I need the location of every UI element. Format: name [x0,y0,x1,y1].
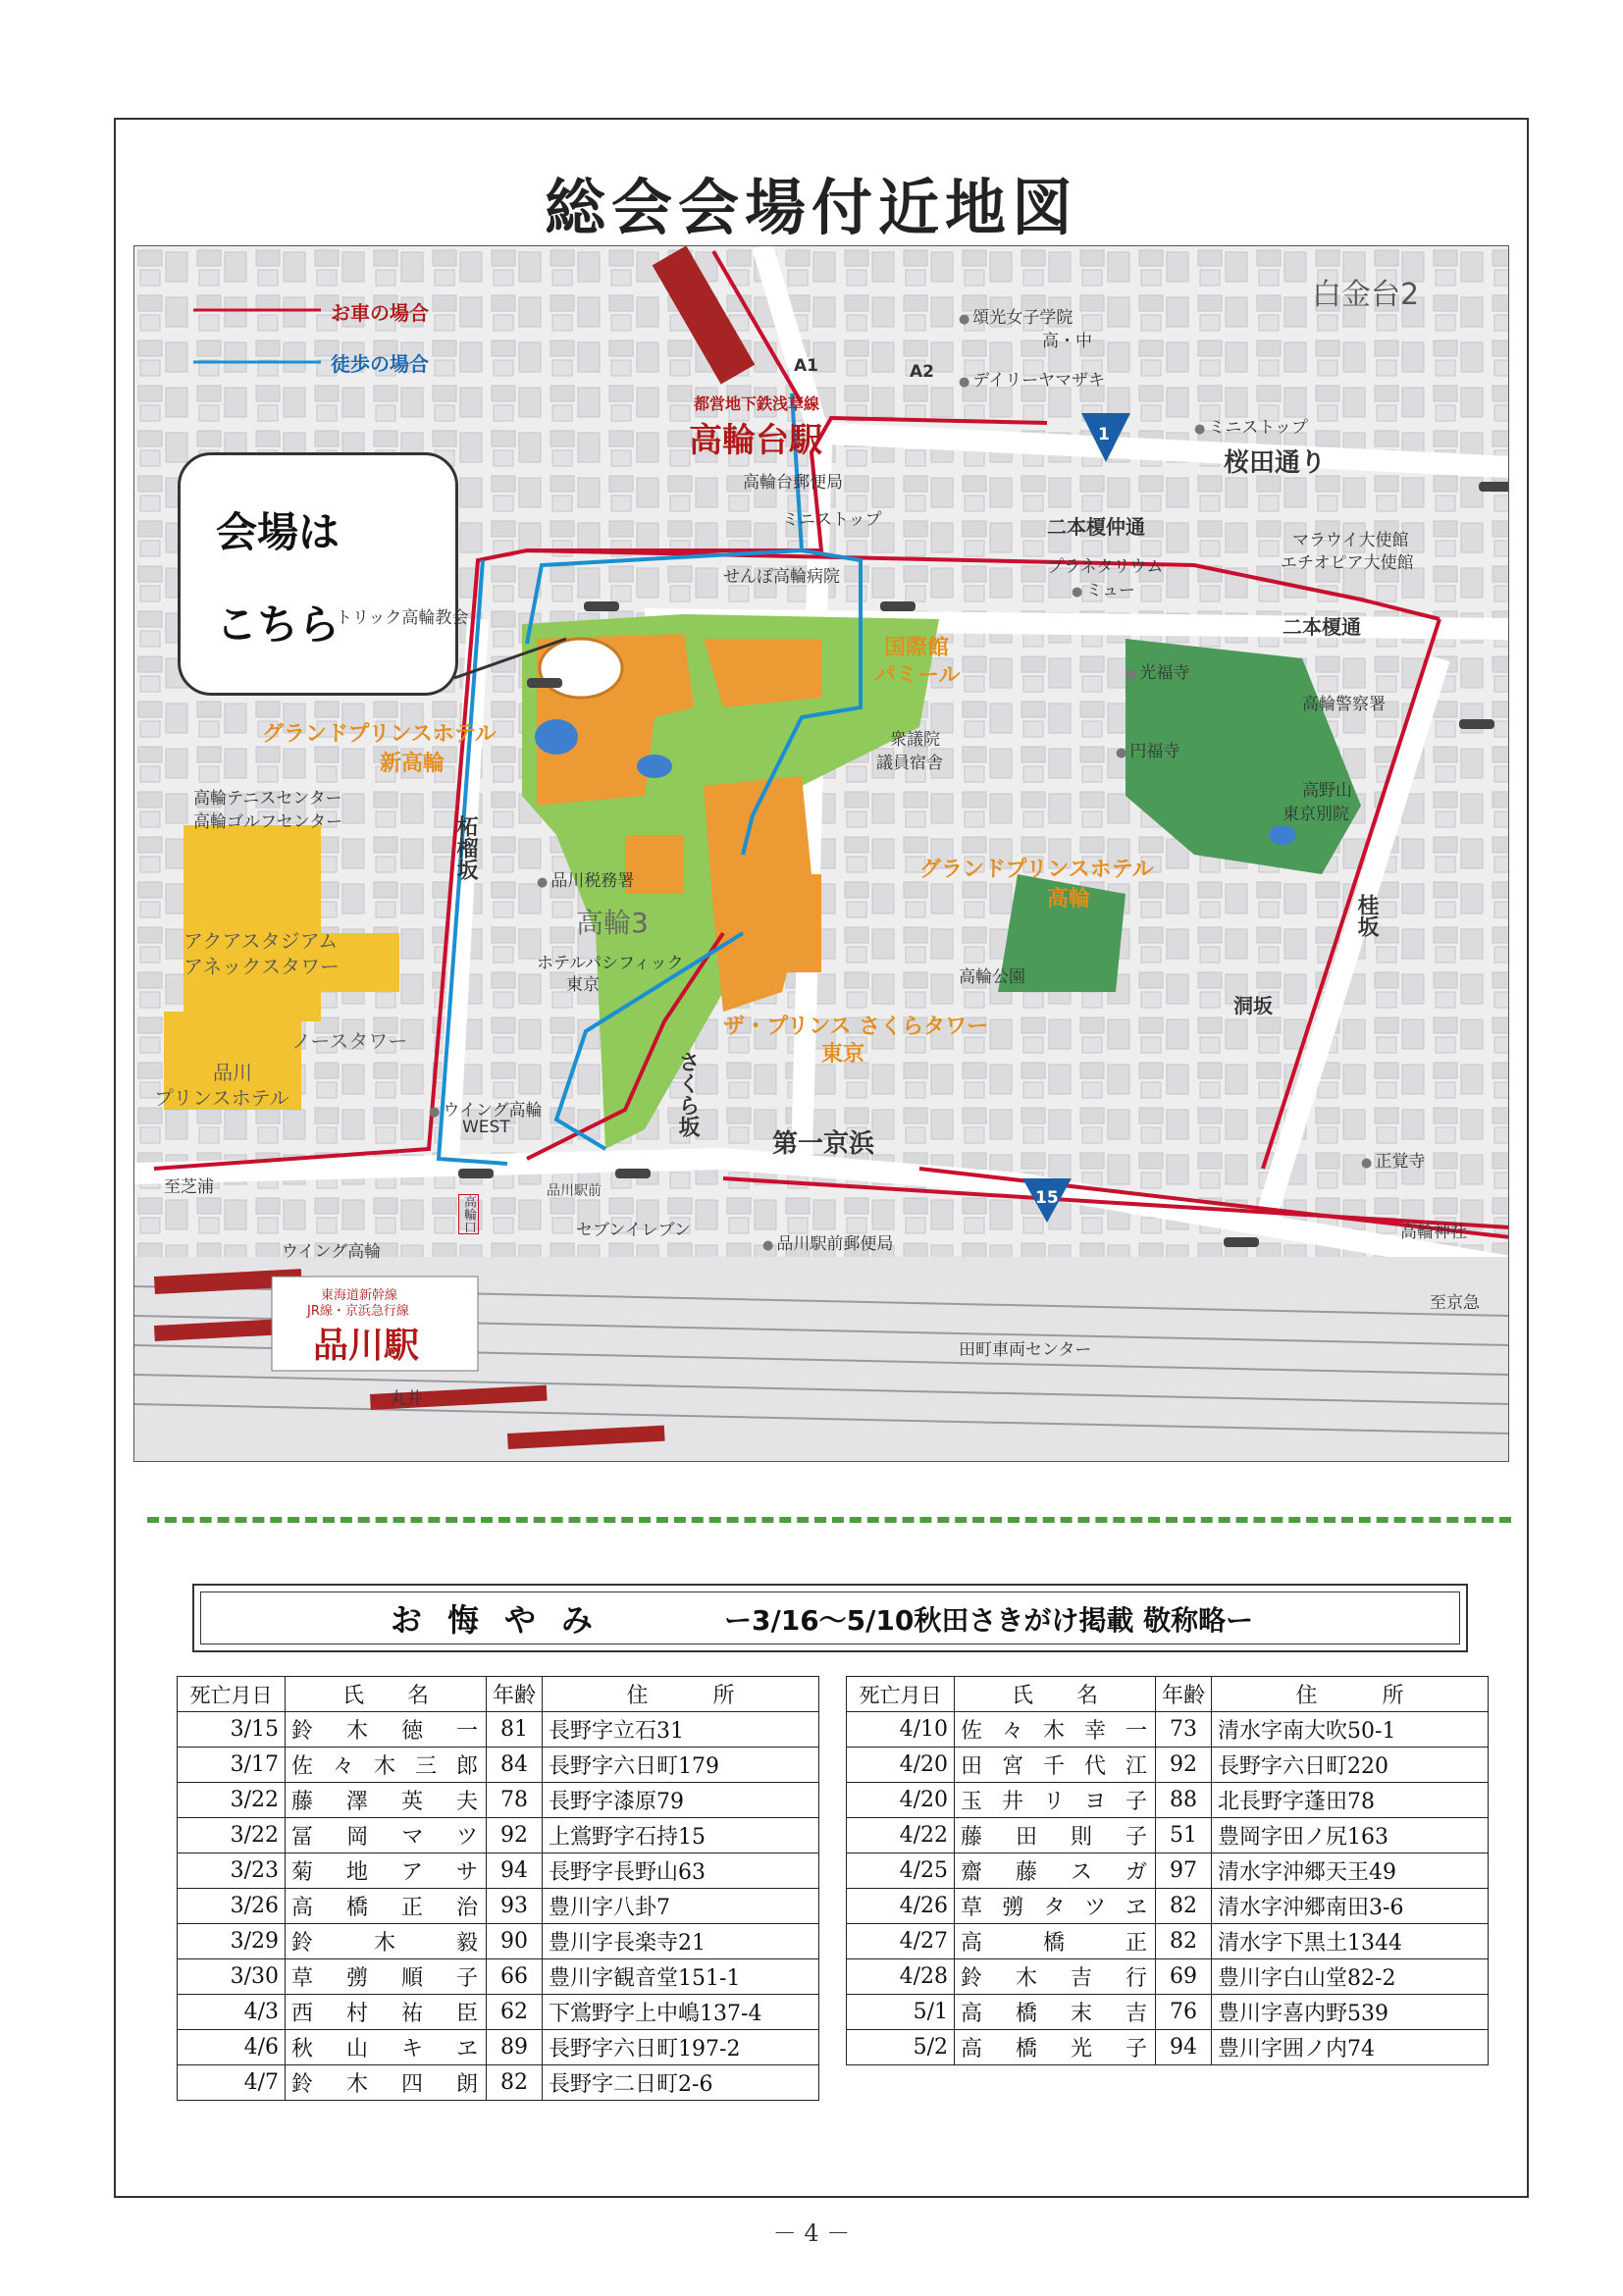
label-shugiin2: 議員宿舎 [876,754,943,773]
label-pamir: パミール [874,663,961,688]
label-katsurazaka: 桂坂 [1354,894,1379,937]
date-cell: 4/26 [847,1889,955,1924]
legend-walk-label: 徒歩の場合 [331,352,429,376]
address-cell: 豊川字八卦7 [543,1889,819,1924]
col-header-date: 死亡月日 [847,1677,955,1712]
label-enpukuji: ● 円福寺 [1116,737,1179,761]
label-station-sub2: JR線・京浜急行線 [307,1304,409,1319]
label-takanawadai-station: 高輪台駅 [689,421,822,460]
label-shp1: 品川 [213,1061,252,1084]
col-header-age: 年齢 [487,1677,543,1712]
age-cell: 94 [487,1853,543,1889]
address-cell: 長野字立石31 [543,1712,819,1748]
label-kojo-sub: 高・中 [1042,332,1092,351]
label-park: 高輪公園 [959,967,1025,987]
label-pacific1: ホテルパシフィック [537,954,684,973]
label-takanawa3: 高輪3 [576,907,649,939]
age-cell: 73 [1156,1712,1212,1748]
name-cell: 鈴木毅 [286,1924,487,1959]
name-cell: 冨岡マツ [286,1818,487,1853]
legend-car-label: お車の場合 [331,301,429,325]
table-row [847,1959,1489,1995]
label-gpn-shin2: 新高輪 [380,752,445,776]
table-row [178,2030,819,2065]
name-cell: 菊地アサ [286,1853,487,1889]
date-cell: 5/2 [847,2030,955,2065]
table-row [847,1818,1489,1853]
age-cell: 88 [1156,1783,1212,1818]
label-museum: ● ミュー [1072,576,1135,600]
table-row [178,1712,819,1748]
label-subway-line: 都営地下鉄浅草線 [694,394,820,413]
age-cell: 69 [1156,1959,1212,1995]
address-cell: 長野字六日町197-2 [543,2030,819,2065]
table-row [178,2065,819,2101]
table-row [847,1853,1489,1889]
label-nihonenoki-naka: 二本榎仲通 [1047,515,1145,539]
name-cell: 鈴木四朗 [286,2065,487,2101]
address-cell: 豊川字囲ノ内74 [1212,2030,1489,2065]
name-cell: 高橋正治 [286,1889,487,1924]
name-cell: 玉井リヨ子 [955,1783,1156,1818]
label-gph-t1: グランドプリンスホテル [919,858,1154,882]
label-keikyu: 至京急 [1430,1293,1480,1313]
table-row [178,1959,819,1995]
date-cell: 4/10 [847,1712,955,1748]
age-cell: 81 [487,1712,543,1748]
label-route15: 15 [1035,1188,1059,1208]
age-cell: 92 [1156,1748,1212,1783]
label-ethiopia: エチオピア大使館 [1281,553,1414,573]
label-police: 高輪警察署 [1302,695,1386,714]
label-daiichi: 第一京浜 [772,1129,875,1159]
obituary-title: お悔やみ [391,1601,619,1639]
date-cell: 3/30 [178,1959,286,1995]
age-cell: 82 [487,2065,543,2101]
table-row [847,1889,1489,1924]
name-cell: 高橋光子 [955,2030,1156,2065]
age-cell: 92 [487,1818,543,1853]
label-post2: ● 品川駅前郵便局 [762,1229,893,1254]
callout-line1: 会場は [216,508,340,556]
date-cell: 4/22 [847,1818,955,1853]
name-cell: 齋藤スガ [955,1853,1156,1889]
age-cell: 78 [487,1783,543,1818]
name-cell: 佐々木三郎 [286,1748,487,1783]
table-row [847,1924,1489,1959]
address-cell: 清水字下黒土1344 [1212,1924,1489,1959]
label-tax: ● 品川税務署 [537,866,634,891]
table-row [178,1995,819,2030]
label-shp2: プリンスホテル [154,1086,289,1110]
table-row [178,1818,819,1853]
label-gph-t2: 高輪 [1047,887,1091,912]
label-pacific2: 東京 [566,975,600,995]
name-cell: 草彅順子 [286,1959,487,1995]
date-cell: 4/7 [178,2065,286,2101]
age-cell: 94 [1156,2030,1212,2065]
label-shibaura: 至芝浦 [164,1177,214,1197]
label-tennis1: 高輪テニスセンター [193,789,342,809]
label-koushoji: ● 光福寺 [1126,658,1189,683]
address-cell: 長野字二日町2-6 [543,2065,819,2101]
date-cell: 3/23 [178,1853,286,1889]
date-cell: 4/25 [847,1853,955,1889]
age-cell: 82 [1156,1889,1212,1924]
label-aqua1: アクアスタジアム [183,929,339,953]
label-north: ノースタワー [291,1029,408,1053]
label-exit-a1: A1 [794,356,818,376]
age-cell: 89 [487,2030,543,2065]
name-cell: 藤田則子 [955,1818,1156,1853]
label-jinja: 高輪神社 [1400,1223,1467,1242]
col-header-age: 年齢 [1156,1677,1212,1712]
name-cell: 鈴木吉行 [955,1959,1156,1995]
label-route1: 1 [1098,425,1110,444]
label-wing1: ● ウイング高輪 [429,1096,543,1121]
date-cell: 3/15 [178,1712,286,1748]
hotel-rotunda [540,639,622,698]
date-cell: 4/28 [847,1959,955,1995]
label-shugiin1: 衆議院 [890,730,940,750]
table-row [847,1995,1489,2030]
area-map [133,245,1509,1462]
label-exit-a2: A2 [910,362,934,382]
name-cell: 藤澤英夫 [286,1783,487,1818]
callout-line2: こちら [216,600,340,649]
name-cell: 鈴木徳一 [286,1712,487,1748]
label-gpn-shin1: グランドプリンスホテル [262,722,497,747]
address-cell: 清水字沖郷南田3-6 [1212,1889,1489,1924]
date-cell: 3/26 [178,1889,286,1924]
address-cell: 清水字南大吹50-1 [1212,1712,1489,1748]
label-wing2: ウイング高輪 [282,1242,382,1262]
label-takanawa-exit: 高輪口 [458,1194,479,1234]
label-sakura1: ザ・プリンス さくらタワー [723,1015,989,1039]
label-depot: 田町車両センター [959,1340,1092,1360]
name-cell: 高橋正 [955,1924,1156,1959]
label-sakurada: 桜田通り [1224,448,1327,478]
age-cell: 90 [487,1924,543,1959]
col-header-address: 住 所 [543,1677,819,1712]
table-row [847,2030,1489,2065]
age-cell: 82 [1156,1924,1212,1959]
age-cell: 66 [487,1959,543,1995]
label-sakurazaka: さくら坂 [675,1051,700,1137]
label-senpo: せんぽ高輪病院 [723,567,840,587]
address-cell: 豊川字喜内野539 [1212,1995,1489,2030]
label-shinagawa-ekimae: 品川駅前 [547,1183,602,1199]
address-cell: 北長野字蓬田78 [1212,1783,1489,1818]
table-row [847,1783,1489,1818]
col-header-date: 死亡月日 [178,1677,286,1712]
obituary-table-right [846,1676,1489,2065]
address-cell: 豊川字長楽寺21 [543,1924,819,1959]
date-cell: 4/20 [847,1783,955,1818]
label-koyasan2: 東京別院 [1283,805,1349,824]
table-row [178,1924,819,1959]
name-cell: 佐々木幸一 [955,1712,1156,1748]
age-cell: 62 [487,1995,543,2030]
age-cell: 84 [487,1748,543,1783]
label-planetarium: プラネタリウム [1047,557,1164,577]
date-cell: 4/20 [847,1748,955,1783]
col-header-name: 氏 名 [286,1677,487,1712]
address-cell: 豊川字観音堂151-1 [543,1959,819,1995]
address-cell: 長野字漆原79 [543,1783,819,1818]
label-kokusaikan: 国際館 [884,636,950,660]
table-row [847,1748,1489,1783]
label-west: WEST [462,1118,510,1137]
address-cell: 清水字沖郷天王49 [1212,1853,1489,1889]
label-shinagawa-station: 品川駅 [313,1326,420,1366]
label-post1: 高輪台郵便局 [743,473,843,493]
date-cell: 4/3 [178,1995,286,2030]
page-title: 総会会場付近地図 [544,172,1078,243]
obituary-header [192,1584,1468,1652]
address-cell: 長野字六日町179 [543,1748,819,1783]
label-seven: セブンイレブン [576,1221,691,1240]
age-cell: 93 [487,1889,543,1924]
name-cell: 草彅タツヱ [955,1889,1156,1924]
age-cell: 51 [1156,1818,1212,1853]
table-row [178,1783,819,1818]
age-cell: 76 [1156,1995,1212,2030]
venue-callout [178,452,458,696]
obituary-table-left [177,1676,819,2101]
date-cell: 4/27 [847,1924,955,1959]
table-row [178,1853,819,1889]
date-cell: 4/6 [178,2030,286,2065]
age-cell: 97 [1156,1853,1212,1889]
address-cell: 長野字六日町220 [1212,1748,1489,1783]
label-sakura2: 東京 [821,1042,865,1067]
label-station-sub1: 東海道新幹線 [321,1288,398,1303]
label-malawi: マラウイ大使館 [1292,531,1409,550]
label-shirokanedai: 白金台2 [1312,278,1420,312]
label-aqua2: アネックスタワー [183,955,340,978]
address-cell: 豊川字白山堂82-2 [1212,1959,1489,1995]
label-ministop1: ● ミニストップ [1194,413,1308,438]
table-row [178,1889,819,1924]
name-cell: 田宮千代江 [955,1748,1156,1783]
table-row [178,1748,819,1783]
label-takubo: 柘榴坂 [453,815,478,880]
table-row [847,1712,1489,1748]
obituary-note: ー3/16～5/10秋田さきがけ掲載 敬称略ー [724,1604,1254,1637]
label-tennis2: 高輪ゴルフセンター [193,812,343,832]
name-cell: 高橋末吉 [955,1995,1156,2030]
name-cell: 西村祐臣 [286,1995,487,2030]
address-cell: 豊岡字田ノ尻163 [1212,1818,1489,1853]
date-cell: 3/22 [178,1783,286,1818]
date-cell: 5/1 [847,1995,955,2030]
page-number: － 4 － [772,2219,851,2247]
label-nihonenoki: 二本榎通 [1283,615,1361,639]
col-header-address: 住 所 [1212,1677,1489,1712]
col-header-name: 氏 名 [955,1677,1156,1712]
label-marui: 丸井 [390,1389,423,1409]
date-cell: 3/17 [178,1748,286,1783]
address-cell: 上鴬野字石持15 [543,1818,819,1853]
label-kojo: ● 頌光女子学院 [959,303,1073,328]
address-cell: 長野字長野山63 [543,1853,819,1889]
label-horazaka: 洞坂 [1233,994,1273,1018]
label-shokakuji: ● 正覚寺 [1361,1147,1425,1172]
label-koyasan1: 高野山 [1302,781,1352,801]
date-cell: 3/29 [178,1924,286,1959]
label-catholic: トリック高輪教会 [336,608,469,628]
name-cell: 秋山キヱ [286,2030,487,2065]
label-ministop2: ミニストップ [782,510,882,530]
section-divider [147,1517,1511,1523]
address-cell: 下鴬野字上中嶋137-4 [543,1995,819,2030]
date-cell: 3/22 [178,1818,286,1853]
label-daily: ● デイリーヤマザキ [959,366,1105,391]
